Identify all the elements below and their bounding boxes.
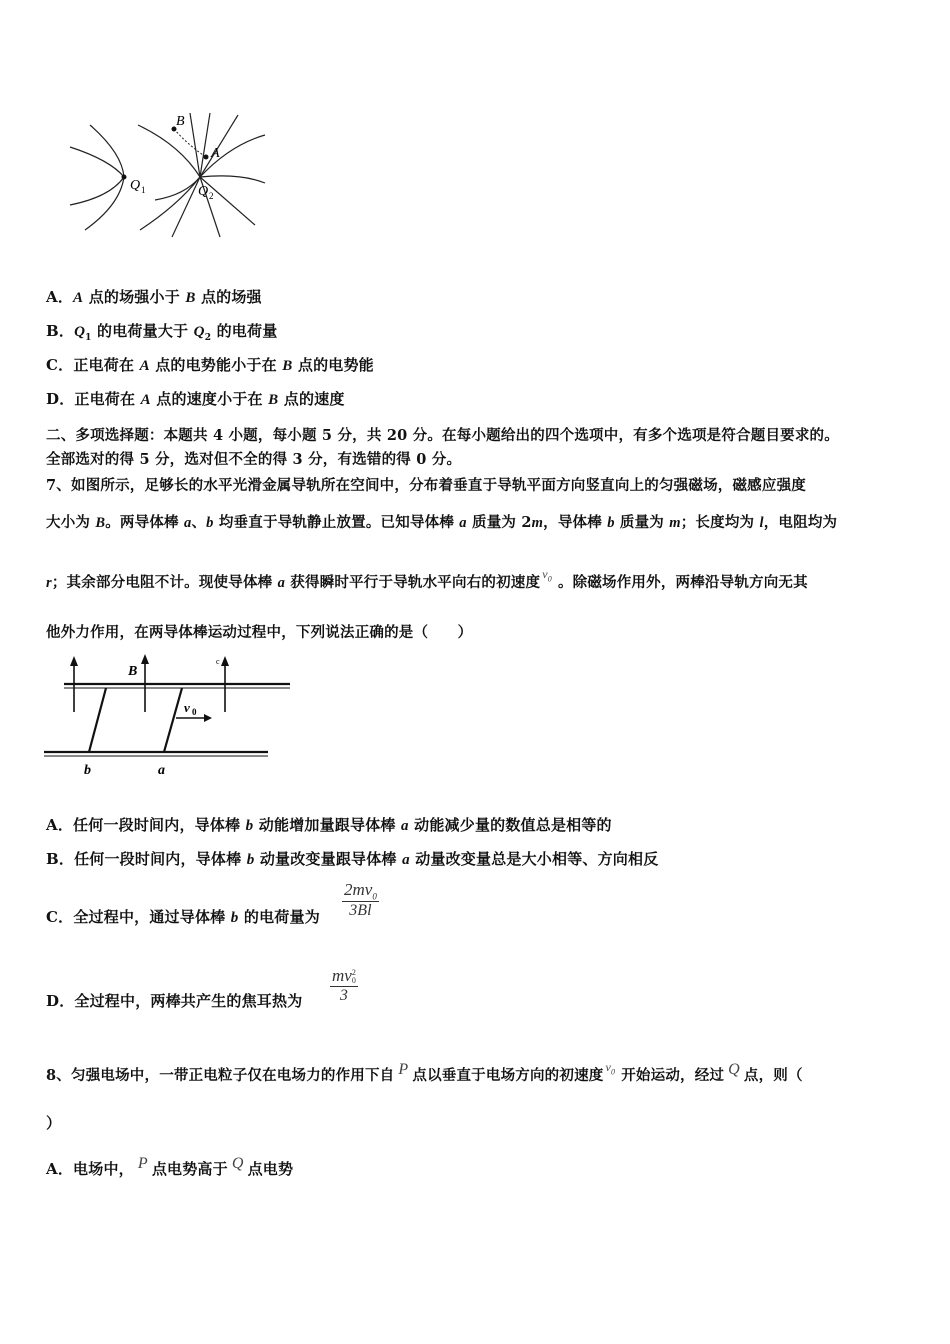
charge-q1-marker (122, 175, 127, 180)
q7-option-c-fraction: $\frac{2mv_0}{3Bl}$ (344, 880, 377, 920)
v0-symbol-q8: v0 (605, 1060, 616, 1077)
label-q1: Q (130, 178, 141, 193)
q7-stem-line3: r；其余部分电阻不计。现使导体棒 a 获得瞬时平行于导轨水平向右的初速度 $^{v_0}$ 。除磁场作用外，两棒沿导轨方向无其 (46, 567, 808, 591)
q8-stem-line2: ） (46, 1114, 62, 1132)
q7-option-c[interactable]: C．全过程中，通过导体棒 b 的电荷量为 (46, 908, 320, 926)
q7-stem-line1: 7、如图所示，足够长的水平光滑金属导轨所在空间中，分布着垂直于导轨平面方向竖直向上的匀强磁场，磁感应强度 (46, 477, 806, 494)
label-q2-sub: 2 (209, 191, 214, 201)
label-a: A (211, 146, 220, 161)
q7-stem-line2: 大小为 B。两导体棒 a、b 均垂直于导轨静止放置。已知导体棒 a 质量为 2m，导体棒 b 质量为 m；长度均为 l，电阻均为 (46, 514, 838, 531)
label-b: B (176, 114, 185, 129)
q6-option-d[interactable]: D．正电荷在 A 点的速度小于在 B 点的速度 (46, 390, 345, 408)
q8-stem-line1: 8、匀强电场中，一带正电粒子仅在电场力的作用下自 P 点以垂直于电场方向的初速度 $^{v_0}$ 开始运动，经过 Q 点，则（ (46, 1060, 803, 1084)
q7-stem-line4: 他外力作用，在两导体棒运动过程中，下列说法正确的是（ ） (46, 624, 473, 641)
point-a-marker (204, 155, 209, 160)
label-rod-a: a (158, 763, 165, 777)
q8-option-a[interactable]: A．电场中， P 点电势高于 Q 点电势 (46, 1155, 294, 1178)
label-v0-sub: 0 (192, 707, 197, 717)
label-b-field: B (128, 664, 138, 679)
label-v0: v (184, 700, 190, 715)
label-mark: c (216, 657, 220, 666)
label-rod-b: b (84, 763, 91, 777)
q-symbol: Q (728, 1061, 740, 1078)
q7-option-a[interactable]: A．任何一段时间内，导体棒 b 动能增加量跟导体棒 a 动能减少量的数值总是相等的 (46, 816, 612, 834)
p-symbol: P (398, 1061, 409, 1078)
field-lines-figure (60, 105, 280, 240)
q7-option-d[interactable]: D．全过程中，两棒共产生的焦耳热为 (46, 992, 303, 1010)
q7-option-b[interactable]: B．任何一段时间内，导体棒 b 动量改变量跟导体棒 a 动量改变量总是大小相等、方向相反 (46, 850, 659, 868)
v0-symbol: v0 (542, 567, 552, 584)
section2-instruction-line2: 全部选对的得 5 分，选对但不全的得 3 分，有选错的得 0 分。 (46, 451, 462, 468)
q6-option-a[interactable]: A．A 点的场强小于 B 点的场强 (46, 288, 262, 306)
label-q1-sub: 1 (141, 185, 146, 195)
label-q2: Q (198, 184, 209, 199)
section2-instruction-line1: 二、多项选择题：本题共 4 小题，每小题 5 分，共 20 分。在每小题给出的四个选项中，有多个选项是符合题目要求的。 (46, 427, 839, 444)
q7-option-d-fraction: mv 2 0 3 (332, 966, 356, 1004)
q6-option-b[interactable]: B．$Q_1$ 的电荷量大于 $Q_2$ 的电荷量 (46, 322, 278, 343)
q6-option-c[interactable]: C．正电荷在 A 点的电势能小于在 B 点的电势能 (46, 356, 374, 374)
rails-rods-figure (44, 652, 294, 777)
